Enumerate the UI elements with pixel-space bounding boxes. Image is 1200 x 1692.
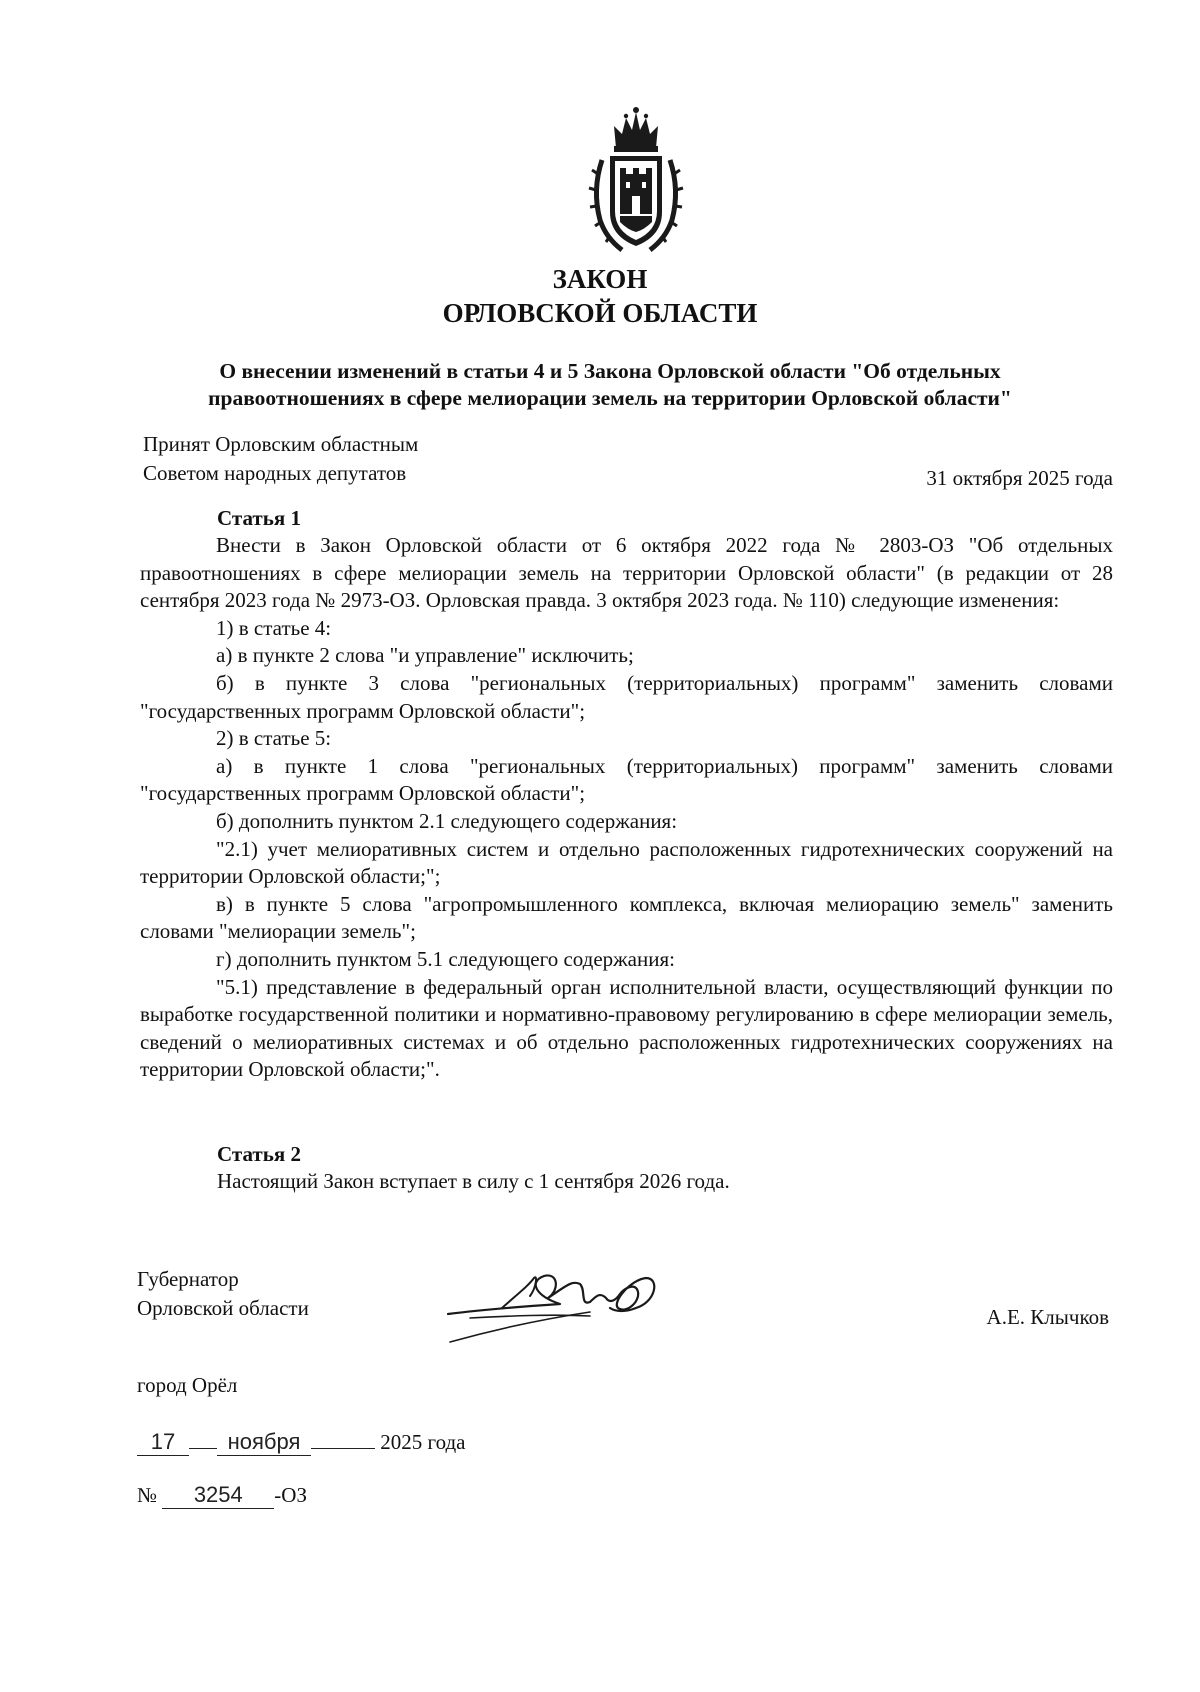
adoption-line: Принят Орловским областным — [143, 432, 419, 456]
law-title: ЗАКОН — [552, 264, 648, 294]
law-subject-line: правоотношениях в сфере мелиорации земель на территории Орловской области" — [208, 386, 1012, 410]
signing-month: ноября — [217, 1429, 311, 1456]
law-subject — [150, 358, 1070, 412]
coat-of-arms-icon — [586, 104, 686, 256]
article-2-title: Статья 2 — [217, 1142, 301, 1166]
signatory-name: А.Е. Клычков — [986, 1305, 1109, 1329]
signatory-position-line: Орловской области — [137, 1296, 309, 1320]
underline-gap — [311, 1426, 375, 1449]
signing-place: город Орёл — [137, 1373, 238, 1397]
article-1-paragraph: б) дополнить пунктом 2.1 следующего содержания: — [216, 808, 678, 833]
law-region-title: ОРЛОВСКОЙ ОБЛАСТИ — [442, 298, 758, 328]
adoption-body — [143, 430, 418, 488]
law-subject-line: О внесении изменений в статьи 4 и 5 Закона Орловской области "Об отдельных — [219, 359, 1001, 383]
article-2-text: Настоящий Закон вступает в силу с 1 сентября 2026 года. — [217, 1169, 730, 1193]
article-1-paragraph: а) в пункте 2 слова "и управление" исключить; — [216, 643, 634, 668]
adoption-line: Советом народных депутатов — [143, 461, 407, 485]
article-1-paragraph: 2) в статье 5: — [216, 726, 332, 751]
article-1-paragraph: "2.1) учет мелиоративных систем и отдельно расположенных гидротехнических сооружений на территории Орловской области;"; — [140, 836, 1113, 889]
article-1-paragraph: б) в пункте 3 слова "региональных (территориальных) программ" заменить словами "государственных программ Орловской области"; — [140, 670, 1113, 723]
article-1-paragraph: "5.1) представление в федеральный орган исполнительной власти, осуществляющий функции по выработке государственной политики и нормативно-правовому регулированию в сфере мелиорации земель, сведений о мелиоративных системах и об отдельно расположенных гидротехнических сооружениях на территории Орловской области;". — [140, 974, 1113, 1082]
signature-icon — [440, 1256, 680, 1348]
signing-day: 17 — [137, 1429, 189, 1456]
signatory-position — [137, 1265, 309, 1323]
article-1-title: Статья 1 — [217, 506, 301, 530]
article-1-paragraph: г) дополнить пунктом 5.1 следующего содержания: — [216, 946, 675, 971]
law-number — [137, 1480, 307, 1510]
law-number-value: 3254 — [162, 1482, 274, 1509]
adoption-date: 31 октября 2025 года — [926, 466, 1113, 490]
signatory-position-line: Губернатор — [137, 1267, 239, 1291]
law-number-prefix: № — [137, 1483, 158, 1507]
article-1-paragraph: Внести в Закон Орловской области от 6 октября 2022 года № 2803-ОЗ "Об отдельных правоотношениях в сфере мелиорации земель на территории Орловской области" (в редакции от 28 сентября 2023 года № 2973-ОЗ. Орловская правда. 3 октября 2023 года. № 110) следующие изменения: — [140, 533, 1113, 613]
article-1-body — [140, 532, 1113, 1084]
article-1-paragraph: 1) в статье 4: — [216, 615, 332, 640]
article-1-paragraph: а) в пункте 1 слова "региональных (территориальных) программ" заменить словами "государственных программ Орловской области"; — [140, 753, 1113, 806]
underline-gap — [189, 1426, 217, 1449]
signing-date — [137, 1426, 466, 1457]
law-number-suffix: -ОЗ — [274, 1483, 307, 1507]
article-1-paragraph: в) в пункте 5 слова "агропромышленного комплекса, включая мелиорацию земель" заменить словами "мелиорации земель"; — [140, 891, 1113, 944]
signing-year: 2025 года — [380, 1430, 466, 1454]
